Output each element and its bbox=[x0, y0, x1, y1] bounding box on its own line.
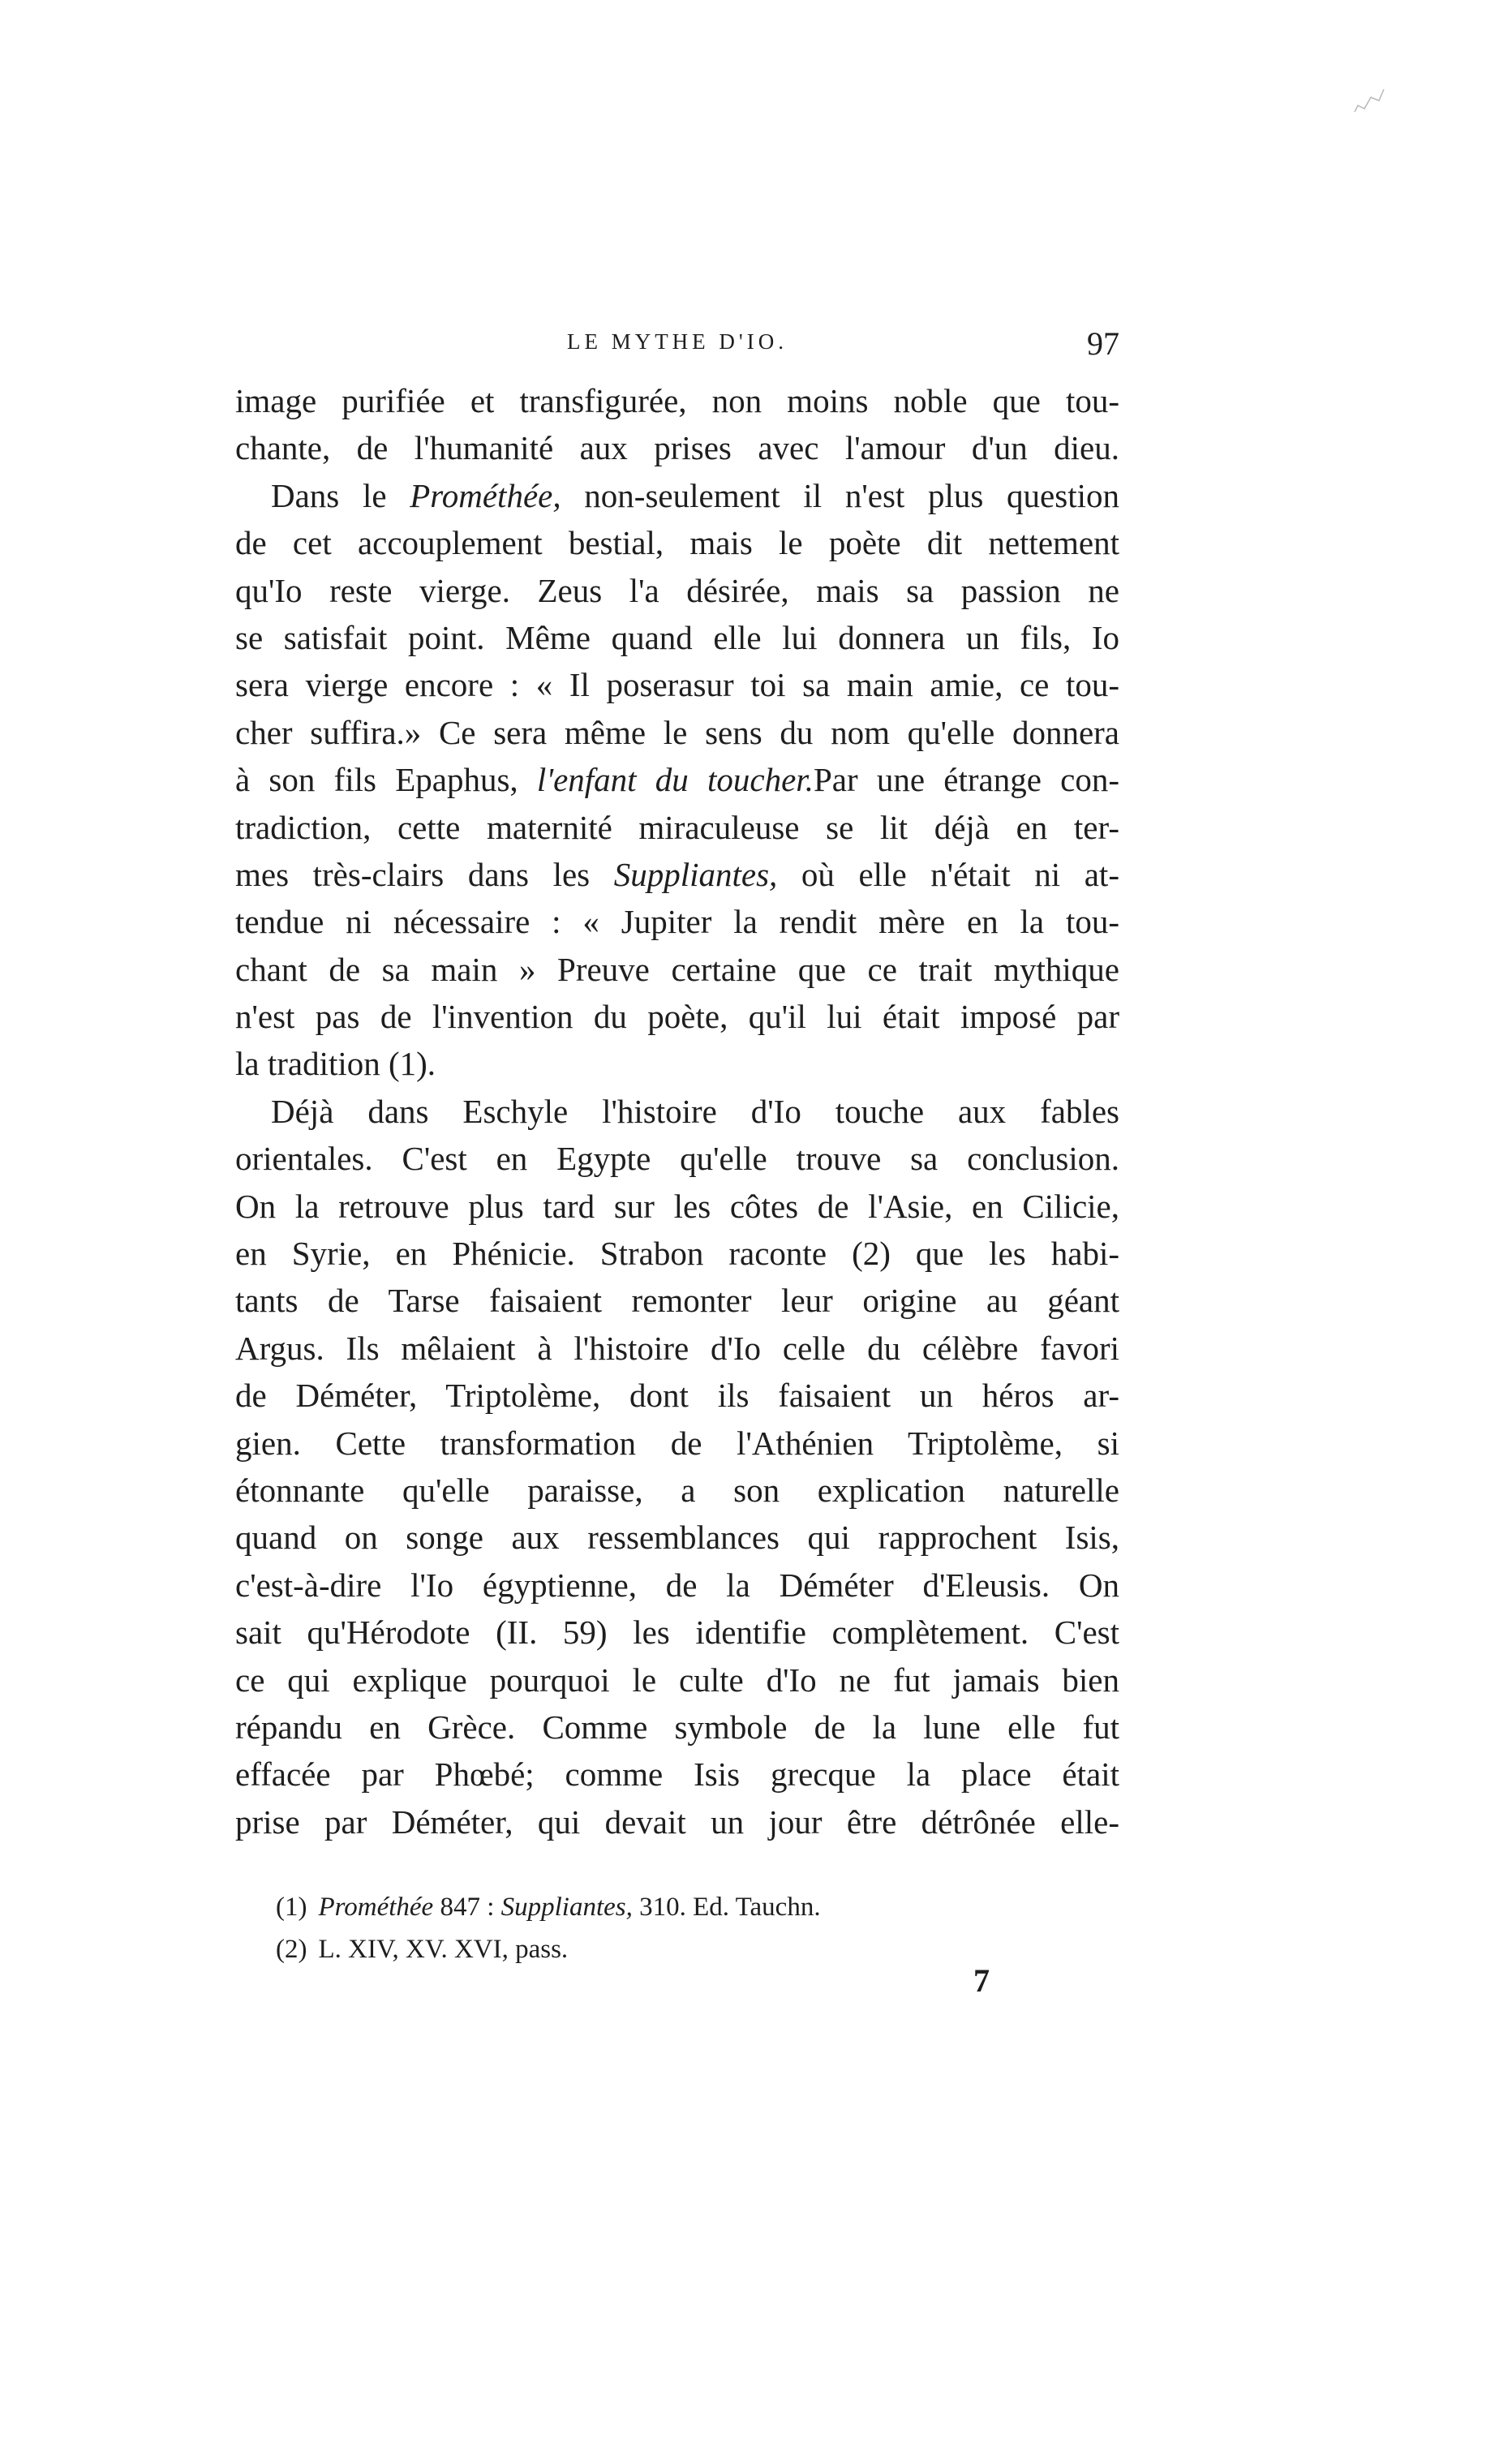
text-line: tendue ni nécessaire : « Jupiter la rendit mère en la tou- bbox=[235, 903, 1119, 941]
footnote-1: (1) Prométhée 847 : Suppliantes, 310. Ed. Tauchn. bbox=[276, 1893, 821, 1922]
text-line: répandu en Grèce. Comme symbole de la lune elle fut bbox=[235, 1708, 1119, 1746]
page-number: 97 bbox=[1087, 325, 1119, 362]
text-line: se satisfait point. Même quand elle lui donnera un fils, Io bbox=[235, 618, 1119, 656]
footnote-2: (2) L. XIV, XV. XVI, pass. bbox=[276, 1935, 569, 1964]
text-line: Dans le Prométhée, non-seulement il n'est plus question bbox=[271, 476, 1119, 514]
text-line: tants de Tarse faisaient remonter leur origine au géant bbox=[235, 1282, 1119, 1320]
ink-speck-decoration bbox=[1347, 73, 1395, 122]
text-line: prise par Déméter, qui devait un jour être détrônée elle- bbox=[235, 1802, 1119, 1841]
text-line: chant de sa main » Preuve certaine que ce trait mythique bbox=[235, 950, 1119, 988]
text-line: cher suffira.» Ce sera même le sens du nom qu'elle donnera bbox=[235, 713, 1119, 751]
running-title: LE MYTHE D'IO. bbox=[566, 329, 788, 354]
text-line: tradiction, cette maternité miraculeuse se lit déjà en ter- bbox=[235, 808, 1119, 846]
footnote-number: (2) bbox=[276, 1935, 307, 1964]
text-line: Argus. Ils mêlaient à l'histoire d'Io celle du célèbre favori bbox=[235, 1329, 1119, 1367]
text-line: mes très-clairs dans les Suppliantes, où elle n'était ni at- bbox=[235, 855, 1119, 893]
text-line: sera vierge encore : « Il poserasur toi sa main amie, ce tou- bbox=[235, 666, 1119, 704]
text-line: qu'Io reste vierge. Zeus l'a désirée, mais sa passion ne bbox=[235, 571, 1119, 609]
text-line: sait qu'Hérodote (II. 59) les identifie complètement. C'est bbox=[235, 1613, 1119, 1652]
text-line: de Déméter, Triptolème, dont ils faisaient un héros ar- bbox=[235, 1377, 1119, 1415]
text-line: chante, de l'humanité aux prises avec l'amour d'un dieu. bbox=[235, 429, 1119, 467]
italic-title: Suppliantes, bbox=[613, 855, 778, 893]
text-line: étonnante qu'elle paraisse, a son explication naturelle bbox=[235, 1471, 1119, 1509]
text-line: la tradition (1). bbox=[235, 1045, 436, 1083]
text-line: en Syrie, en Phénicie. Strabon raconte (2) que les habi- bbox=[235, 1235, 1119, 1273]
running-head bbox=[235, 324, 1119, 373]
text-line: c'est-à-dire l'Io égyptienne, de la Déméter d'Eleusis. On bbox=[235, 1566, 1119, 1604]
text-line: Déjà dans Eschyle l'histoire d'Io touche aux fables bbox=[271, 1092, 1119, 1130]
footnotes bbox=[235, 1886, 1119, 1970]
text-line: de cet accouplement bestial, mais le poète dit nettement bbox=[235, 524, 1119, 562]
italic-phrase: l'enfant du toucher. bbox=[536, 761, 814, 799]
text-line: n'est pas de l'invention du poète, qu'il lui était imposé par bbox=[235, 998, 1119, 1036]
signature-mark: 7 bbox=[973, 1962, 990, 1999]
body-text bbox=[235, 377, 1119, 1845]
text-line: à son fils Epaphus, l'enfant du toucher.Par une étrange con- bbox=[235, 761, 1119, 799]
text-line: orientales. C'est en Egypte qu'elle trouve sa conclusion. bbox=[235, 1140, 1119, 1178]
text-line: image purifiée et transfigurée, non moins noble que tou- bbox=[235, 382, 1119, 419]
text-line: gien. Cette transformation de l'Athénien Triptolème, si bbox=[235, 1424, 1119, 1462]
text-line: effacée par Phœbé; comme Isis grecque la place était bbox=[235, 1755, 1119, 1794]
footnote-number: (1) bbox=[276, 1893, 307, 1922]
text-line: On la retrouve plus tard sur les côtes de l'Asie, en Cilicie, bbox=[235, 1187, 1119, 1225]
text-line: ce qui explique pourquoi le culte d'Io ne fut jamais bien bbox=[235, 1661, 1119, 1699]
text-line: quand on songe aux ressemblances qui rapprochent Isis, bbox=[235, 1519, 1119, 1557]
italic-title: Prométhée, bbox=[410, 476, 561, 514]
